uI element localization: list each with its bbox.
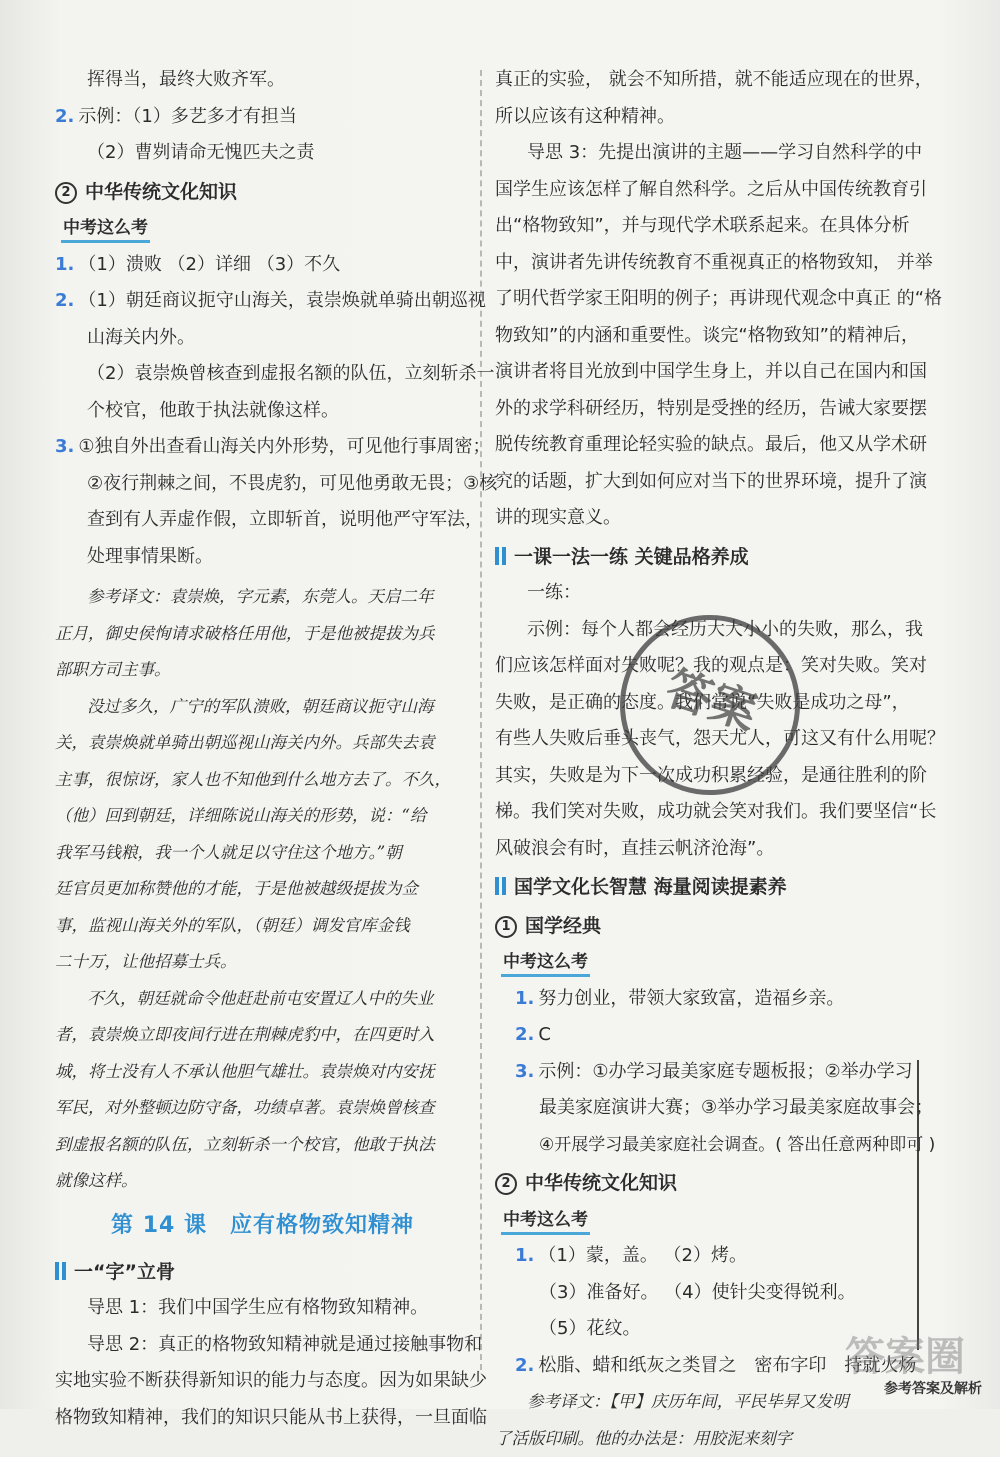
item-number: 2. [55, 290, 74, 311]
page-footer: 参考答案及解析 [884, 1378, 982, 1398]
item-number: 2. [55, 106, 74, 127]
text-line: 最美家庭演讲大赛；③举办学习最美家庭故事会； [495, 1090, 935, 1127]
text-line: 实地实验不断获得新知识的能力与态度。因为如果缺少 [55, 1363, 470, 1400]
text-line: 二十万，让他招募士兵。 [55, 944, 470, 981]
text-line: 们应该怎样面对失败呢？我的观点是：笑对失败。笑对 [495, 648, 935, 685]
answer-item [55, 429, 470, 466]
text-line: 关，袁崇焕就单骑出朝巡视山海关内外。兵部失去袁 [55, 725, 470, 762]
item-text: 努力创业，带领大家致富，造福乡亲。 [538, 988, 844, 1009]
text-line: 部职方司主事。 [55, 652, 470, 689]
text-line: 讲的现实意义。 [495, 500, 935, 537]
section-bar [502, 547, 506, 565]
section-title: 一课一法一练 关键品格养成 [514, 546, 749, 568]
text-line: 没过多久，广宁的军队溃败，朝廷商议扼守山海 [55, 689, 470, 726]
section-number-circle: 2 [495, 1173, 517, 1195]
item-number: 1. [515, 1245, 534, 1266]
text-line: 一练： [495, 575, 935, 612]
text-line: 军民，对外整顿边防守备，功绩卓著。袁崇焕曾核查 [55, 1090, 470, 1127]
section-heading [55, 1254, 470, 1291]
left-column [55, 62, 470, 1436]
text-line: （他）回到朝廷，详细陈说山海关的形势，说：“给 [55, 798, 470, 835]
text-line: 脱传统教育重理论轻实验的缺点。最后，他又从学术研 [495, 427, 935, 464]
text-line: 真正的实验， 就会不知所措，就不能适应现在的世界， [495, 62, 935, 99]
lesson-title: 第 14 课 应有格物致知精神 [55, 1200, 470, 1252]
text-line: （3）准备好。 （4）使针尖变得锐利。 [495, 1275, 935, 1312]
section-bar [55, 1262, 59, 1280]
section-heading [495, 869, 935, 906]
item-number: 3. [55, 436, 74, 457]
item-number: 1. [515, 988, 534, 1009]
text-line: （5）花纹。 [495, 1311, 935, 1348]
text-line: 山海关内外。 [55, 320, 470, 357]
text-line: 事，监视山海关外的军队，（朝廷）调发官库金钱 [55, 908, 470, 945]
item-text: 示例：①办学习最美家庭专题板报；②举办学习 [538, 1061, 912, 1082]
text-line: 挥得当，最终大败齐军。 [55, 62, 470, 99]
text-line: 外的求学科研经历，特别是受挫的经历，告诫大家要摆 [495, 391, 935, 428]
text-line: 到虚报名额的队伍，立刻斩杀一个校官，他敢于执法 [55, 1127, 470, 1164]
subsection-heading [495, 1165, 935, 1202]
text-line: 所以应该有这种精神。 [495, 99, 935, 136]
text-line: 导思 1：我们中国学生应有格物致知精神。 [55, 1290, 470, 1327]
text-line: 处理事情果断。 [55, 539, 470, 576]
text-line: 不久，朝廷就命令他赶赴前屯安置辽人中的失业 [55, 981, 470, 1018]
watermark-logo: 答案圈 [845, 1325, 965, 1382]
answer-item [55, 283, 470, 320]
exam-tag: 中考这么考 [501, 950, 590, 977]
section-bar [62, 1262, 66, 1280]
text-line: 梯。我们笑对失败，成功就会笑对我们。我们要坚信“长 [495, 794, 935, 831]
text-line: 我军马钱粮，我一个人就足以守住这个地方。”朝 [55, 835, 470, 872]
answer-item [495, 1238, 935, 1275]
answer-item [495, 981, 935, 1018]
item-text: ①独自外出查看山海关内外形势，可见他行事周密； [78, 436, 490, 457]
text-line: 了明代哲学家王阳明的例子；再讲现代观念中真正 的“格 [495, 281, 935, 318]
text-line: 风破浪会有时，直挂云帆济沧海”。 [495, 831, 935, 868]
translation-block [55, 579, 470, 1200]
text-line: 就像这样。 [55, 1163, 470, 1200]
section-title: 中华传统文化知识 [85, 181, 237, 203]
section-number-circle: 2 [55, 182, 77, 204]
text-line: 有些人失败后垂头丧气，怨天尤人，可这又有什么用呢？ [495, 721, 935, 758]
text-line: 物致知”的内涵和重要性。谈完“格物致知”的精神后， [495, 318, 935, 355]
text-line: 正月，御史侯恂请求破格任用他，于是他被提拔为兵 [55, 616, 470, 653]
text-line: 中，演讲者先讲传统教育不重视真正的格物致知， 并举 [495, 245, 935, 282]
text-line: （2）袁崇焕曾核查到虚报名额的队伍，立刻斩杀一 [55, 356, 470, 393]
text-line: 导思 2：真正的格物致知精神就是通过接触事物和 [55, 1327, 470, 1364]
item-text: 松脂、蜡和纸灰之类冒之 密布字印 持就火炀 [538, 1355, 916, 1376]
item-text: （1）溃败 （2）详细 （3）不久 [78, 254, 340, 275]
section-heading [495, 539, 935, 576]
column-divider [480, 70, 482, 1370]
text-line: 了活版印刷。他的办法是：用胶泥来刻字 [495, 1421, 935, 1457]
text-line: （2）曹刿请命无愧匹夫之责 [55, 135, 470, 172]
text-line: 者，袁崇焕立即夜间行进在荆棘虎豹中，在四更时入 [55, 1017, 470, 1054]
text-line: 演讲者将目光放到中国学生身上，并以自己在国内和国 [495, 354, 935, 391]
answer-item [55, 247, 470, 284]
answer-item [495, 1017, 935, 1054]
section-number-circle: 1 [495, 916, 517, 938]
item-text: （1）蒙，盖。 （2）烤。 [538, 1245, 747, 1266]
answer-item [55, 99, 470, 136]
text-line: ④开展学习最美家庭社会调查。( 答出任意两种即可 ) [495, 1127, 935, 1164]
item-number: 2. [515, 1024, 534, 1045]
text-line: 参考译文：袁崇焕，字元素，东莞人。天启二年 [55, 579, 470, 616]
subsection-heading [495, 908, 935, 945]
text-line: 格物致知精神，我们的知识只能从书上获得，一旦面临 [55, 1400, 470, 1437]
text-line: 廷官员更加称赞他的才能，于是他被越级提拔为佥 [55, 871, 470, 908]
text-line: ②夜行荆棘之间，不畏虎豹，可见他勇敢无畏；③核 [55, 466, 470, 503]
section-bar [495, 547, 499, 565]
text-line: 其实，失败是为下一次成功积累经验，是通往胜利的阶 [495, 758, 935, 795]
section-title: 中华传统文化知识 [525, 1172, 677, 1194]
section-title: 一“字”立骨 [74, 1261, 175, 1283]
text-line: 失败，是正确的态度。我们常说“失败是成功之母”， [495, 685, 935, 722]
translation-block [495, 1384, 935, 1457]
item-number: 1. [55, 254, 74, 275]
text-line: 导思 3：先提出演讲的主题——学习自然科学的中 [495, 135, 935, 172]
text-line: 示例：每个人都会经历大大小小的失败，那么，我 [495, 612, 935, 649]
text-line: 个校官，他敢于执法就像这样。 [55, 393, 470, 430]
exam-tag: 中考这么考 [501, 1208, 590, 1235]
seal-stamp: 答案 [597, 592, 824, 819]
text-line: 参考译文：【甲】庆历年间，平民毕昇又发明 [495, 1384, 935, 1421]
item-text: （1）朝廷商议扼守山海关，袁崇焕就单骑出朝巡视 [78, 290, 485, 311]
text-line: 查到有人弄虚作假，立即斩首，说明他严守军法， [55, 502, 470, 539]
section-title: 国学文化长智慧 海量阅读提素养 [514, 876, 787, 898]
text-line: 究的话题，扩大到如何应对当下的世界环境，提升了演 [495, 464, 935, 501]
item-text: C [538, 1024, 551, 1045]
answer-item [495, 1054, 935, 1091]
exam-tag: 中考这么考 [61, 216, 150, 243]
section-heading [55, 174, 470, 211]
text-line: 城，将士没有人不承认他胆气雄壮。袁崇焕对内安抚 [55, 1054, 470, 1091]
text-line: 主事，很惊讶，家人也不知他到什么地方去了。不久， [55, 762, 470, 799]
section-bar [502, 877, 506, 895]
text-line: 出“格物致知”，并与现代学术联系起来。在具体分析 [495, 208, 935, 245]
section-bar [495, 877, 499, 895]
item-text: 示例：（1）多艺多才有担当 [78, 106, 296, 127]
text-line: 国学生应该怎样了解自然科学。之后从中国传统教育引 [495, 172, 935, 209]
item-number: 3. [515, 1061, 534, 1082]
section-title: 国学经典 [525, 915, 601, 937]
item-number: 2. [515, 1355, 534, 1376]
